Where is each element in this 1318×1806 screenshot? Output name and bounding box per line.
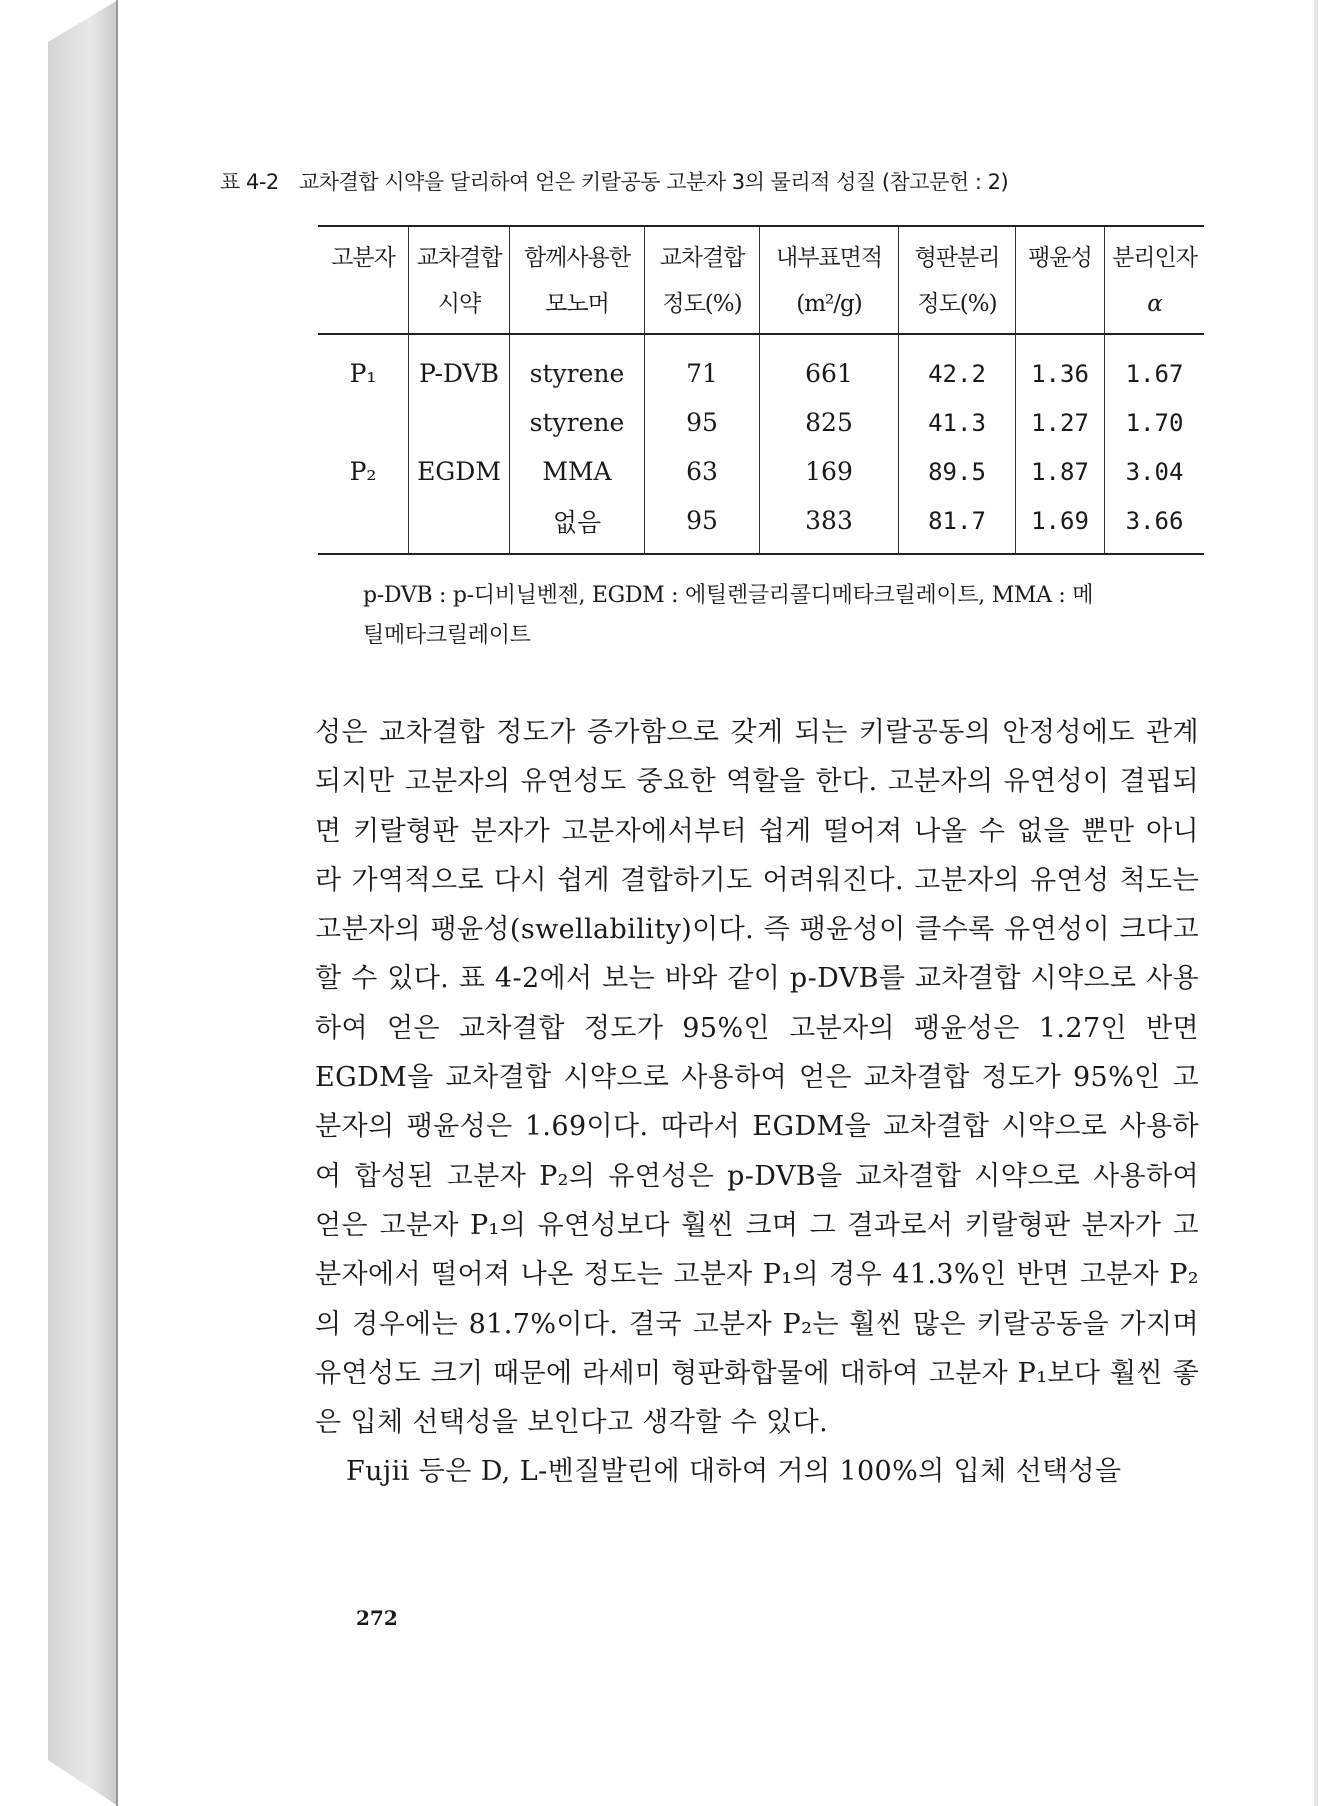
header-separation-factor: 분리인자 α	[1105, 226, 1205, 334]
cell-crosslink-degree: 95	[645, 496, 760, 554]
cell-surface-area: 169	[760, 447, 899, 496]
cell-surface-area: 825	[760, 398, 899, 447]
cell-crosslink-degree: 71	[645, 334, 760, 398]
cell-polymer	[318, 496, 409, 554]
table-header-row	[318, 226, 1204, 334]
table-row	[318, 447, 1204, 496]
table-row	[318, 398, 1204, 447]
header-surface-area: 내부표면적 (m²/g)	[760, 226, 899, 334]
cell-comonomer: 없음	[510, 496, 645, 554]
cell-swellability: 1.36	[1016, 334, 1105, 398]
cell-template-removal: 89.5	[899, 447, 1016, 496]
paragraph: Fujii 등은 D, L-벤질발린에 대하여 거의 100%의 입체 선택성을	[346, 1456, 1122, 1488]
cell-template-removal: 42.2	[899, 334, 1016, 398]
cell-comonomer: styrene	[510, 334, 645, 398]
properties-table	[318, 225, 1204, 555]
header-template-removal: 형판분리 정도(%)	[899, 226, 1016, 334]
cell-separation-factor: 1.70	[1105, 398, 1205, 447]
table-caption	[220, 166, 1220, 196]
footnote-line: p-DVB : p-디비닐벤젠, EGDM : 에틸렌글리콜디메타크릴레이트, MMA : 메	[363, 583, 1094, 608]
table-number: 표 4-2	[220, 170, 279, 194]
page-right-edge	[1314, 0, 1318, 1806]
cell-crosslinker: P-DVB	[409, 334, 510, 398]
table-row	[318, 334, 1204, 398]
paragraph: 성은 교차결합 정도가 증가함으로 갖게 되는 키랄공동의 안정성에도 관계되지만 고분자의 유연성도 중요한 역할을 한다. 고분자의 유연성이 결핍되면 키랄형판 분자가 고분자에서부터 쉽게 떨어져 나올 수 없을 뿐만 아니라 가역적으로 다시 쉽게 결합하기도 어려워진다. 고분자의 유연성 척도는 고분자의 팽윤성(swellability)이다. 즉 팽윤성이 클수록 유연성이 크다고 할 수 있다. 표 4-2에서 보는 바와 같이 p-DVB를 교차결합 시약으로 사용하여 얻은 교차결합 정도가 95%인 고분자의 팽윤성은 1.27인 반면 EGDM을 교차결합 시약으로 사용하여 얻은 교차결합 정도가 95%인 고분자의 팽윤성은 1.69이다. 따라서 EGDM을 교차결합 시약으로 사용하여 합성된 고분자 P₂의 유연성은 p-DVB을 교차결합 시약으로 사용하여 얻은 고분자 P₁의 유연성보다 훨씬 크며 그 결과로서 키랄형판 분자가 고분자에서 떨어져 나온 정도는 고분자 P₁의 경우 41.3%인 반면 고분자 P₂의 경우에는 81.7%이다. 결국 고분자 P₂는 훨씬 많은 키랄공동을 가지며 유연성도 크기 때문에 라세미 형판화합물에 대하여 고분자 P₁보다 훨씬 좋은 입체 선택성을 보인다고 생각할 수 있다.	[315, 717, 1199, 1439]
cell-polymer	[318, 398, 409, 447]
cell-comonomer: styrene	[510, 398, 645, 447]
header-swellability: 팽윤성	[1016, 226, 1105, 334]
page-number: 272	[356, 1606, 398, 1630]
header-crosslinker: 교차결합 시약	[409, 226, 510, 334]
cell-swellability: 1.27	[1016, 398, 1105, 447]
cell-crosslink-degree: 63	[645, 447, 760, 496]
cell-swellability: 1.69	[1016, 496, 1105, 554]
footnote-line: 틸메타크릴레이트	[363, 623, 531, 648]
cell-separation-factor: 3.04	[1105, 447, 1205, 496]
cell-crosslinker: EGDM	[409, 447, 510, 496]
table-footnote	[363, 576, 1203, 656]
book-spine-edge	[48, 0, 118, 1806]
cell-separation-factor: 1.67	[1105, 334, 1205, 398]
cell-polymer: P₁	[349, 359, 377, 388]
header-comonomer: 함께사용한 모노머	[510, 226, 645, 334]
cell-surface-area: 383	[760, 496, 899, 554]
cell-comonomer: MMA	[510, 447, 645, 496]
cell-template-removal: 41.3	[899, 398, 1016, 447]
cell-crosslinker	[409, 398, 510, 447]
header-crosslink-degree: 교차결합 정도(%)	[645, 226, 760, 334]
table-caption-text: 교차결합 시약을 달리하여 얻은 키랄공동 고분자 3의 물리적 성질 (참고문헌 : 2)	[298, 170, 1009, 194]
cell-crosslink-degree: 95	[645, 398, 760, 447]
cell-separation-factor: 3.66	[1105, 496, 1205, 554]
header-polymer: 고분자	[318, 226, 409, 334]
cell-crosslinker	[409, 496, 510, 554]
cell-polymer: P₂	[349, 457, 377, 486]
cell-surface-area: 661	[760, 334, 899, 398]
cell-swellability: 1.87	[1016, 447, 1105, 496]
cell-template-removal: 81.7	[899, 496, 1016, 554]
table-row	[318, 496, 1204, 554]
body-text	[315, 708, 1199, 1497]
